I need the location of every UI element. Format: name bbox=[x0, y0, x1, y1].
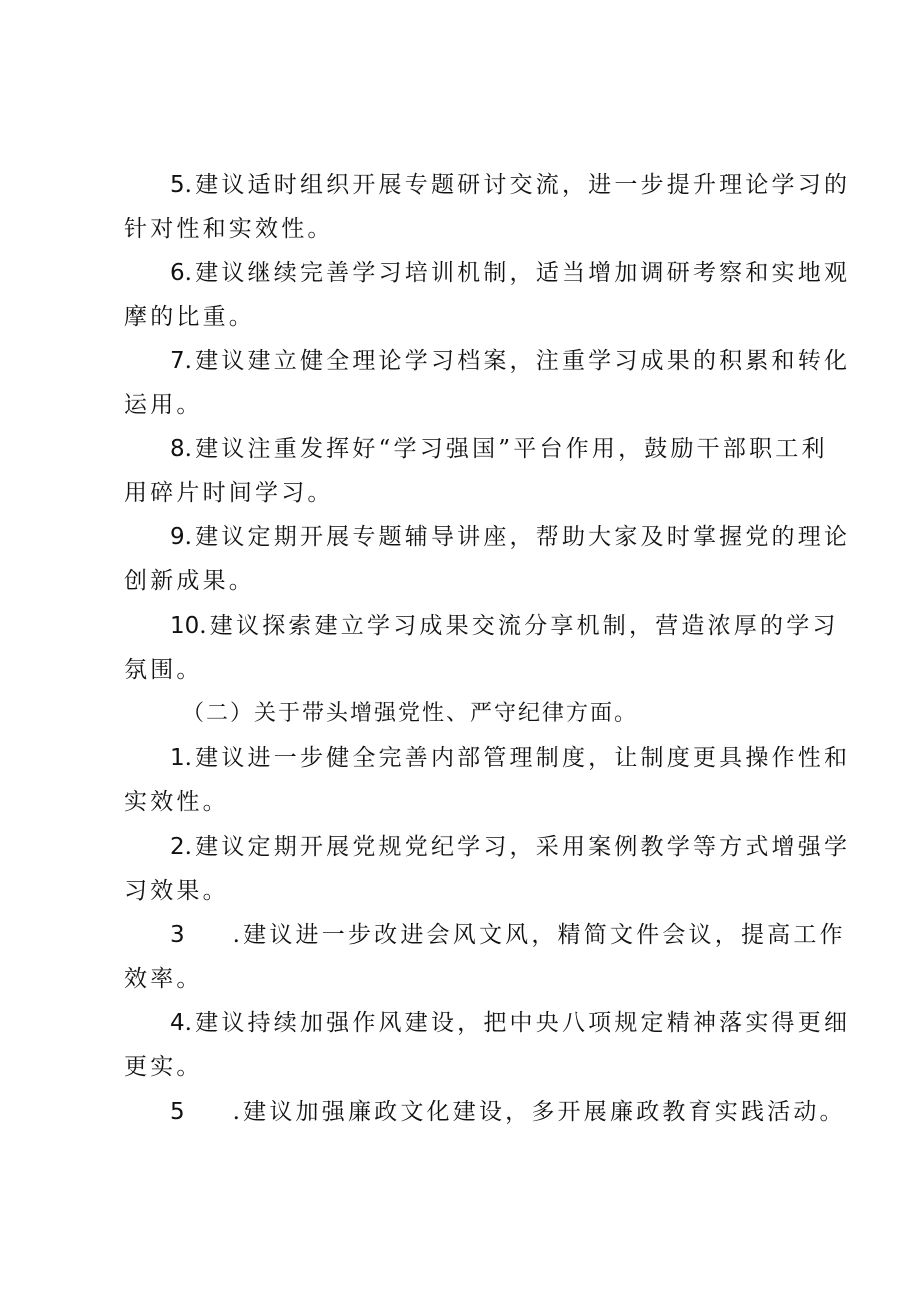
item-number: 5 bbox=[170, 172, 185, 198]
item-text-line2: 用碎片时间学习。 bbox=[124, 480, 334, 506]
item-text-line2: 效率。 bbox=[124, 966, 203, 992]
item-number: 8 bbox=[170, 436, 185, 462]
section-heading: （二）关于带头增强党性、严守纪律方面。 bbox=[182, 701, 639, 726]
item-number: 7 bbox=[170, 348, 185, 374]
item-text-line2: 摩的比重。 bbox=[124, 304, 255, 330]
item-number: 1 bbox=[170, 745, 185, 771]
item-number: 5 bbox=[170, 1099, 185, 1125]
item-number: 6 bbox=[170, 260, 185, 286]
list-item-s2-1 bbox=[124, 736, 851, 824]
list-item-s1-10 bbox=[124, 604, 839, 692]
item-text-line2: 实效性。 bbox=[124, 789, 229, 815]
item-text-line2: 创新成果。 bbox=[124, 568, 255, 594]
item-text-line2: 运用。 bbox=[124, 392, 203, 418]
item-number: 9 bbox=[170, 524, 185, 550]
item-text-line1: .建议加强廉政文化建设，多开展廉政教育实践活动。 bbox=[232, 1099, 846, 1125]
item-text-line1: .建议继续完善学习培训机制，适当增加调研考察和实地观 bbox=[184, 260, 851, 286]
list-item-s2-5 bbox=[124, 1090, 846, 1134]
list-item-s1-7 bbox=[124, 339, 851, 427]
item-text-line1: .建议适时组织开展专题研讨交流，进一步提升理论学习的 bbox=[184, 172, 851, 198]
list-item-s1-9 bbox=[124, 515, 851, 603]
item-number: 3 bbox=[170, 922, 185, 948]
item-text-line2: 习效果。 bbox=[124, 878, 229, 904]
item-number: 10 bbox=[170, 613, 200, 639]
list-item-s2-4 bbox=[124, 1001, 851, 1089]
item-text-line2: 氛围。 bbox=[124, 657, 203, 683]
item-text-line2: 针对性和实效性。 bbox=[124, 216, 334, 242]
list-item-s2-2 bbox=[124, 825, 851, 913]
list-item-s1-5 bbox=[124, 163, 851, 251]
list-item-s1-6 bbox=[124, 251, 851, 339]
item-text-line1: .建议定期开展党规党纪学习，采用案例教学等方式增强学 bbox=[184, 834, 851, 860]
item-text-line2: 更实。 bbox=[124, 1054, 203, 1080]
item-text-line1: .建议注重发挥好“学习强国”平台作用，鼓励干部职工利 bbox=[184, 436, 828, 462]
item-text-line1: .建议进一步健全完善内部管理制度，让制度更具操作性和 bbox=[184, 745, 851, 771]
item-text-line1: .建议探索建立学习成果交流分享机制，营造浓厚的学习 bbox=[199, 613, 839, 639]
item-number: 4 bbox=[170, 1010, 185, 1036]
list-item-s1-8 bbox=[124, 427, 828, 515]
item-text-line1: .建议定期开展专题辅导讲座，帮助大家及时掌握党的理论 bbox=[184, 524, 851, 550]
item-text-line1: .建议进一步改进会风文风，精简文件会议，提高工作 bbox=[232, 922, 846, 948]
item-text-line1: .建议持续加强作风建设，把中央八项规定精神落实得更细 bbox=[184, 1010, 851, 1036]
list-item-s2-3 bbox=[124, 913, 846, 1001]
item-number: 2 bbox=[170, 834, 185, 860]
item-text-line1: .建议建立健全理论学习档案，注重学习成果的积累和转化 bbox=[184, 348, 851, 374]
